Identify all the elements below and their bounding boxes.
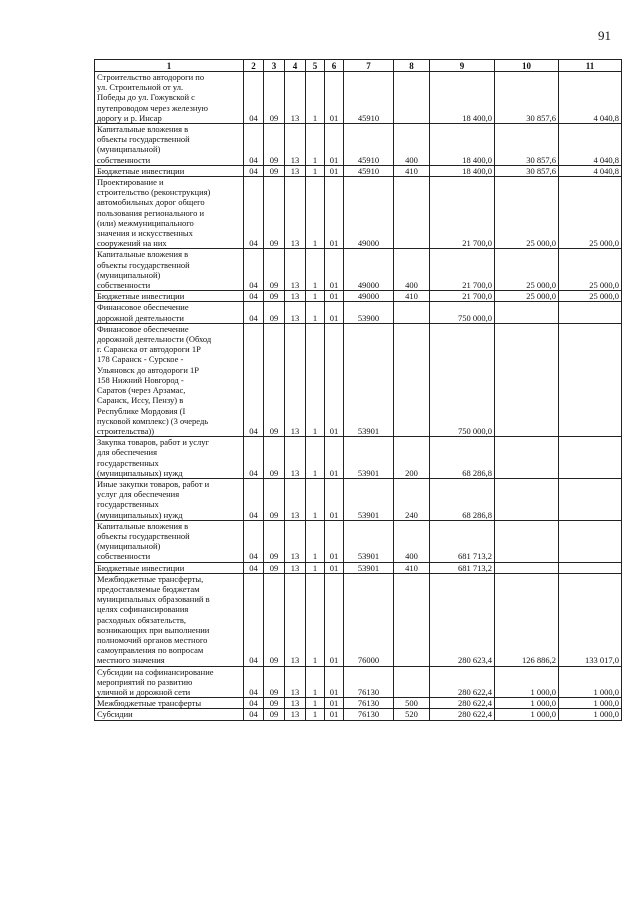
code-cell: 04 (244, 666, 264, 698)
row-name-cell: Закупка товаров, работ и услуг для обеспечения государственных (муниципальных) нужд (95, 437, 244, 479)
expense-type-cell: 410 (394, 165, 430, 176)
column-header: 7 (344, 60, 394, 72)
code-cell: 13 (285, 291, 306, 302)
code-cell: 45910 (344, 72, 394, 124)
code-cell: 1 (306, 323, 325, 436)
code-cell: 49000 (344, 249, 394, 291)
code-cell: 1 (306, 520, 325, 562)
code-cell: 76130 (344, 709, 394, 720)
amount-cell: 21 700,0 (430, 249, 495, 291)
table-row (95, 437, 622, 479)
code-cell: 53901 (344, 520, 394, 562)
amount-cell: 68 286,8 (430, 478, 495, 520)
row-name-cell: Капитальные вложения в объекты государственной (муниципальной) собственности (95, 124, 244, 166)
code-cell: 1 (306, 249, 325, 291)
amount-cell: 25 000,0 (495, 291, 559, 302)
table-row (95, 302, 622, 323)
amount-cell: 280 622,4 (430, 666, 495, 698)
row-name-cell: Иные закупки товаров, работ и услуг для обеспечения государственных (муниципальных) нужд (95, 478, 244, 520)
code-cell: 01 (325, 323, 344, 436)
code-cell: 04 (244, 573, 264, 666)
code-cell: 1 (306, 177, 325, 249)
amount-cell: 25 000,0 (495, 249, 559, 291)
table-row (95, 177, 622, 249)
code-cell: 49000 (344, 177, 394, 249)
table-header-row (95, 60, 622, 72)
amount-cell: 30 857,6 (495, 124, 559, 166)
code-cell: 09 (264, 709, 285, 720)
code-cell: 04 (244, 249, 264, 291)
code-cell: 13 (285, 249, 306, 291)
column-header: 5 (306, 60, 325, 72)
code-cell: 09 (264, 124, 285, 166)
code-cell: 1 (306, 72, 325, 124)
expense-type-cell (394, 302, 430, 323)
amount-cell: 4 040,8 (559, 72, 622, 124)
code-cell: 09 (264, 302, 285, 323)
code-cell: 13 (285, 520, 306, 562)
code-cell: 53901 (344, 478, 394, 520)
amount-cell: 280 622,4 (430, 709, 495, 720)
row-name-cell: Субсидии на софинансирование мероприятий по развитию уличной и дорожной сети (95, 666, 244, 698)
code-cell: 04 (244, 698, 264, 709)
code-cell: 1 (306, 124, 325, 166)
amount-cell: 126 886,2 (495, 573, 559, 666)
code-cell: 1 (306, 666, 325, 698)
code-cell: 04 (244, 562, 264, 573)
code-cell: 1 (306, 573, 325, 666)
code-cell: 53901 (344, 562, 394, 573)
amount-cell: 280 622,4 (430, 698, 495, 709)
amount-cell: 25 000,0 (559, 249, 622, 291)
row-name-cell: Межбюджетные трансферты (95, 698, 244, 709)
expense-type-cell (394, 666, 430, 698)
code-cell: 45910 (344, 124, 394, 166)
column-header: 4 (285, 60, 306, 72)
code-cell: 04 (244, 302, 264, 323)
code-cell: 45910 (344, 165, 394, 176)
code-cell: 13 (285, 478, 306, 520)
amount-cell: 1 000,0 (559, 709, 622, 720)
column-header: 9 (430, 60, 495, 72)
code-cell: 13 (285, 124, 306, 166)
row-name-cell: Финансовое обеспечение дорожной деятельности (Обход г. Саранска от автодороги 1Р 178 Саранск - Сурское - Ульяновск до автодороги 1Р 158 Нижний Новгород - Саратов (через Арзамас, Саранск, Иссу, Пензу) в Республике Мордовия (I пусковой комплекс) (3 очередь строительства)) (95, 323, 244, 436)
amount-cell: 18 400,0 (430, 165, 495, 176)
code-cell: 13 (285, 323, 306, 436)
amount-cell: 21 700,0 (430, 291, 495, 302)
code-cell: 13 (285, 573, 306, 666)
column-header: 8 (394, 60, 430, 72)
code-cell: 01 (325, 562, 344, 573)
table-row (95, 666, 622, 698)
amount-cell: 1 000,0 (559, 698, 622, 709)
code-cell: 09 (264, 666, 285, 698)
code-cell: 01 (325, 573, 344, 666)
code-cell: 04 (244, 323, 264, 436)
amount-cell: 30 857,6 (495, 165, 559, 176)
code-cell: 13 (285, 437, 306, 479)
code-cell: 1 (306, 478, 325, 520)
code-cell: 01 (325, 709, 344, 720)
code-cell: 04 (244, 437, 264, 479)
row-name-cell: Субсидии (95, 709, 244, 720)
code-cell: 04 (244, 124, 264, 166)
code-cell: 04 (244, 291, 264, 302)
code-cell: 04 (244, 709, 264, 720)
table-row (95, 165, 622, 176)
code-cell: 01 (325, 249, 344, 291)
code-cell: 1 (306, 709, 325, 720)
amount-cell: 681 713,2 (430, 562, 495, 573)
code-cell: 04 (244, 177, 264, 249)
table-row (95, 698, 622, 709)
expense-type-cell: 240 (394, 478, 430, 520)
amount-cell: 21 700,0 (430, 177, 495, 249)
code-cell: 76130 (344, 698, 394, 709)
amount-cell (495, 562, 559, 573)
amount-cell (559, 520, 622, 562)
code-cell: 09 (264, 520, 285, 562)
code-cell: 09 (264, 177, 285, 249)
code-cell: 04 (244, 520, 264, 562)
amount-cell: 681 713,2 (430, 520, 495, 562)
table-row (95, 72, 622, 124)
table-row (95, 323, 622, 436)
code-cell: 13 (285, 698, 306, 709)
code-cell: 01 (325, 291, 344, 302)
code-cell: 1 (306, 165, 325, 176)
amount-cell (559, 437, 622, 479)
table-row (95, 562, 622, 573)
code-cell: 09 (264, 165, 285, 176)
amount-cell: 30 857,6 (495, 72, 559, 124)
code-cell: 09 (264, 478, 285, 520)
amount-cell: 25 000,0 (559, 177, 622, 249)
table-row (95, 249, 622, 291)
expense-type-cell: 400 (394, 520, 430, 562)
code-cell: 76000 (344, 573, 394, 666)
code-cell: 13 (285, 562, 306, 573)
code-cell: 13 (285, 666, 306, 698)
amount-cell (559, 478, 622, 520)
row-name-cell: Капитальные вложения в объекты государственной (муниципальной) собственности (95, 249, 244, 291)
amount-cell: 18 400,0 (430, 72, 495, 124)
amount-cell (495, 520, 559, 562)
column-header: 1 (95, 60, 244, 72)
code-cell: 09 (264, 562, 285, 573)
expense-type-cell (394, 177, 430, 249)
code-cell: 53900 (344, 302, 394, 323)
code-cell: 1 (306, 437, 325, 479)
code-cell: 01 (325, 698, 344, 709)
amount-cell: 4 040,8 (559, 124, 622, 166)
column-header: 2 (244, 60, 264, 72)
table-row (95, 520, 622, 562)
code-cell: 13 (285, 177, 306, 249)
amount-cell (495, 478, 559, 520)
expense-type-cell (394, 323, 430, 436)
code-cell: 76130 (344, 666, 394, 698)
row-name-cell: Бюджетные инвестиции (95, 562, 244, 573)
expense-type-cell: 520 (394, 709, 430, 720)
code-cell: 01 (325, 302, 344, 323)
code-cell: 09 (264, 437, 285, 479)
amount-cell: 4 040,8 (559, 165, 622, 176)
amount-cell (495, 302, 559, 323)
table-row (95, 709, 622, 720)
code-cell: 01 (325, 165, 344, 176)
amount-cell (495, 437, 559, 479)
amount-cell: 1 000,0 (495, 698, 559, 709)
column-header: 3 (264, 60, 285, 72)
code-cell: 13 (285, 72, 306, 124)
row-name-cell: Бюджетные инвестиции (95, 165, 244, 176)
code-cell: 13 (285, 302, 306, 323)
amount-cell: 280 623,4 (430, 573, 495, 666)
row-name-cell: Межбюджетные трансферты, предоставляемые бюджетам муниципальных образований в целях софинансирования расходных обязательств, возникающих при выполнении полномочий органов местного самоуправления по вопросам местного значения (95, 573, 244, 666)
code-cell: 1 (306, 562, 325, 573)
code-cell: 01 (325, 177, 344, 249)
amount-cell: 25 000,0 (495, 177, 559, 249)
code-cell: 09 (264, 573, 285, 666)
expense-type-cell: 200 (394, 437, 430, 479)
expense-type-cell: 410 (394, 562, 430, 573)
row-name-cell: Бюджетные инвестиции (95, 291, 244, 302)
code-cell: 1 (306, 698, 325, 709)
amount-cell (495, 323, 559, 436)
amount-cell: 68 286,8 (430, 437, 495, 479)
amount-cell: 750 000,0 (430, 302, 495, 323)
table-body (95, 72, 622, 721)
code-cell: 13 (285, 709, 306, 720)
code-cell: 09 (264, 72, 285, 124)
code-cell: 04 (244, 478, 264, 520)
amount-cell: 25 000,0 (559, 291, 622, 302)
expense-type-cell (394, 72, 430, 124)
expense-type-cell: 400 (394, 249, 430, 291)
amount-cell: 18 400,0 (430, 124, 495, 166)
code-cell: 01 (325, 437, 344, 479)
amount-cell: 750 000,0 (430, 323, 495, 436)
code-cell: 01 (325, 478, 344, 520)
amount-cell (559, 323, 622, 436)
code-cell: 09 (264, 291, 285, 302)
amount-cell: 1 000,0 (495, 709, 559, 720)
code-cell: 49000 (344, 291, 394, 302)
amount-cell: 133 017,0 (559, 573, 622, 666)
code-cell: 09 (264, 698, 285, 709)
code-cell: 13 (285, 165, 306, 176)
code-cell: 53901 (344, 323, 394, 436)
table-row (95, 478, 622, 520)
column-header: 10 (495, 60, 559, 72)
code-cell: 04 (244, 72, 264, 124)
expense-type-cell: 410 (394, 291, 430, 302)
column-header: 11 (559, 60, 622, 72)
code-cell: 09 (264, 249, 285, 291)
code-cell: 01 (325, 72, 344, 124)
row-name-cell: Капитальные вложения в объекты государственной (муниципальной) собственности (95, 520, 244, 562)
table-row (95, 573, 622, 666)
expense-type-cell: 400 (394, 124, 430, 166)
code-cell: 09 (264, 323, 285, 436)
code-cell: 1 (306, 291, 325, 302)
code-cell: 04 (244, 165, 264, 176)
code-cell: 01 (325, 666, 344, 698)
column-header: 6 (325, 60, 344, 72)
amount-cell (559, 302, 622, 323)
budget-table (94, 59, 622, 721)
row-name-cell: Строительство автодороги по ул. Строительной от ул. Победы до ул. Гожувской с путепроводом через железную дорогу и р. Инсар (95, 72, 244, 124)
row-name-cell: Финансовое обеспечение дорожной деятельности (95, 302, 244, 323)
table-row (95, 291, 622, 302)
code-cell: 01 (325, 124, 344, 166)
table-row (95, 124, 622, 166)
expense-type-cell: 500 (394, 698, 430, 709)
code-cell: 53901 (344, 437, 394, 479)
page-number: 91 (598, 28, 611, 43)
expense-type-cell (394, 573, 430, 666)
amount-cell: 1 000,0 (559, 666, 622, 698)
code-cell: 1 (306, 302, 325, 323)
row-name-cell: Проектирование и строительство (реконструкция) автомобильных дорог общего пользования регионального и (или) межмуниципального значения и искусственных сооружений на них (95, 177, 244, 249)
amount-cell (559, 562, 622, 573)
amount-cell: 1 000,0 (495, 666, 559, 698)
code-cell: 01 (325, 520, 344, 562)
